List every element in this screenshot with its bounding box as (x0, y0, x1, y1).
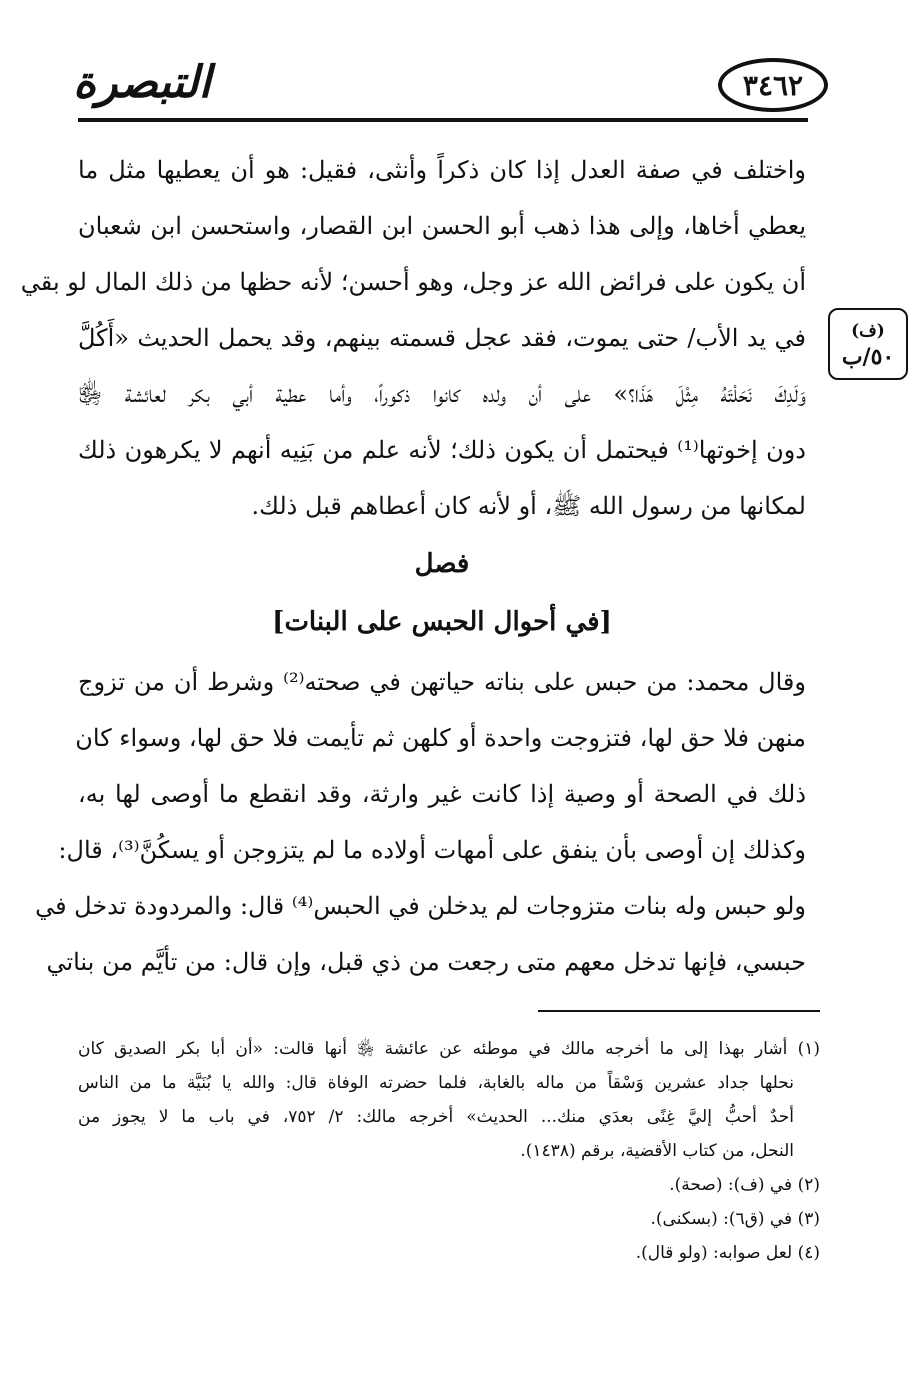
book-title: التبصرة (73, 57, 211, 108)
footnote-line: أحدٌ أحبُّ إليَّ غِنًى بعدَي منك... الحديث» أخرجه مالك: ٢/ ٧٥٢، في باب ما لا يجوز من (78, 1107, 794, 1127)
footnote-line: نحلها جداد عشرين وَسْقاً من ماله بالغابة، فلما حضرته الوفاة قال: والله يا بُنَيَّة ما من الناس (78, 1073, 794, 1093)
section-subtitle: [في أحوال الحبس على البنات] (272, 607, 612, 637)
text-line: منهن فلا حق لها، فتزوجت واحدة أو كلهن ثم تأيمت فلا حق لها، وسواء كان (75, 724, 806, 752)
footnote-line: النحل، من كتاب الأقضية، برقم (١٤٣٨). (520, 1141, 794, 1161)
footnote-line: (٣) في (ق٦): (بسكنى). (650, 1209, 820, 1229)
margin-marker-folio: ٥٠/ب (841, 344, 895, 370)
footnote-divider (538, 1010, 820, 1012)
margin-marker-source: (ف) (851, 321, 885, 341)
margin-manuscript-marker (828, 308, 908, 380)
text-line: أن يكون على فرائض الله عز وجل، وهو أحسن؛ لأنه حظها من ذلك المال لو بقي (20, 268, 806, 296)
page-number-badge (718, 58, 828, 112)
page-number: ٣٤٦٢ (742, 68, 804, 102)
header-divider (78, 118, 808, 122)
footnote-line: (١) أشار بهذا إلى ما أخرجه مالك في موطئه عن عائشة ﵂ أنها قالت: «أن أبا بكر الصديق كان (78, 1039, 820, 1059)
text-line: وَلَدِكَ نَحَلْتَهُ مِثْلَ هَذَا؟» على أن ولده كانوا ذكوراً، وأما عطية أبي بكر لعائشة ﵂ (78, 380, 806, 408)
footnote-line: (٤) لعل صوابه: (ولو قال). (635, 1243, 820, 1263)
text-line: واختلف في صفة العدل إذا كان ذكراً وأنثى، فقيل: هو أن يعطيها مثل ما (78, 156, 806, 184)
text-line: وكذلك إن أوصى بأن ينفق على أمهات أولاده ما لم يتزوجن أو يسكُنَّ⁽³⁾، قال: (58, 836, 806, 864)
paragraph-2 (35, 654, 806, 990)
text-line: دون إخوتها⁽¹⁾ فيحتمل أن يكون ذلك؛ لأنه علم من بَنِيه أنهم لا يكرهون ذلك (78, 436, 806, 464)
text-line: حبسي، فإنها تدخل معهم متى رجعت من ذي قبل، وإن قال: من تأيَّم من بناتي (46, 948, 806, 976)
paragraph-1 (20, 142, 806, 534)
text-line: يعطي أخاها، وإلى هذا ذهب أبو الحسن ابن القصار، واستحسن ابن شعبان (78, 212, 806, 240)
text-line: لمكانها من رسول الله ﷺ، أو لأنه كان أعطاهم قبل ذلك. (251, 492, 806, 520)
text-line: وقال محمد: من حبس على بناته حياتهن في صحته⁽²⁾ وشرط أن من تزوج (78, 668, 806, 696)
footnote-line: (٢) في (ف): (صحة). (669, 1175, 820, 1195)
footnotes (78, 1032, 820, 1270)
text-line: ولو حبس وله بنات متزوجات لم يدخلن في الحبس⁽⁴⁾ قال: والمردودة تدخل في (35, 892, 806, 920)
section-title: فصل (414, 549, 470, 579)
text-line: ذلك في الصحة أو وصية إذا كانت غير وارثة، وقد انقطع ما أوصى لها به، (78, 780, 806, 808)
text-line: في يد الأب/ حتى يموت، فقد عجل قسمته بينهم، وقد يحمل الحديث «أَكُلَّ (78, 324, 806, 352)
